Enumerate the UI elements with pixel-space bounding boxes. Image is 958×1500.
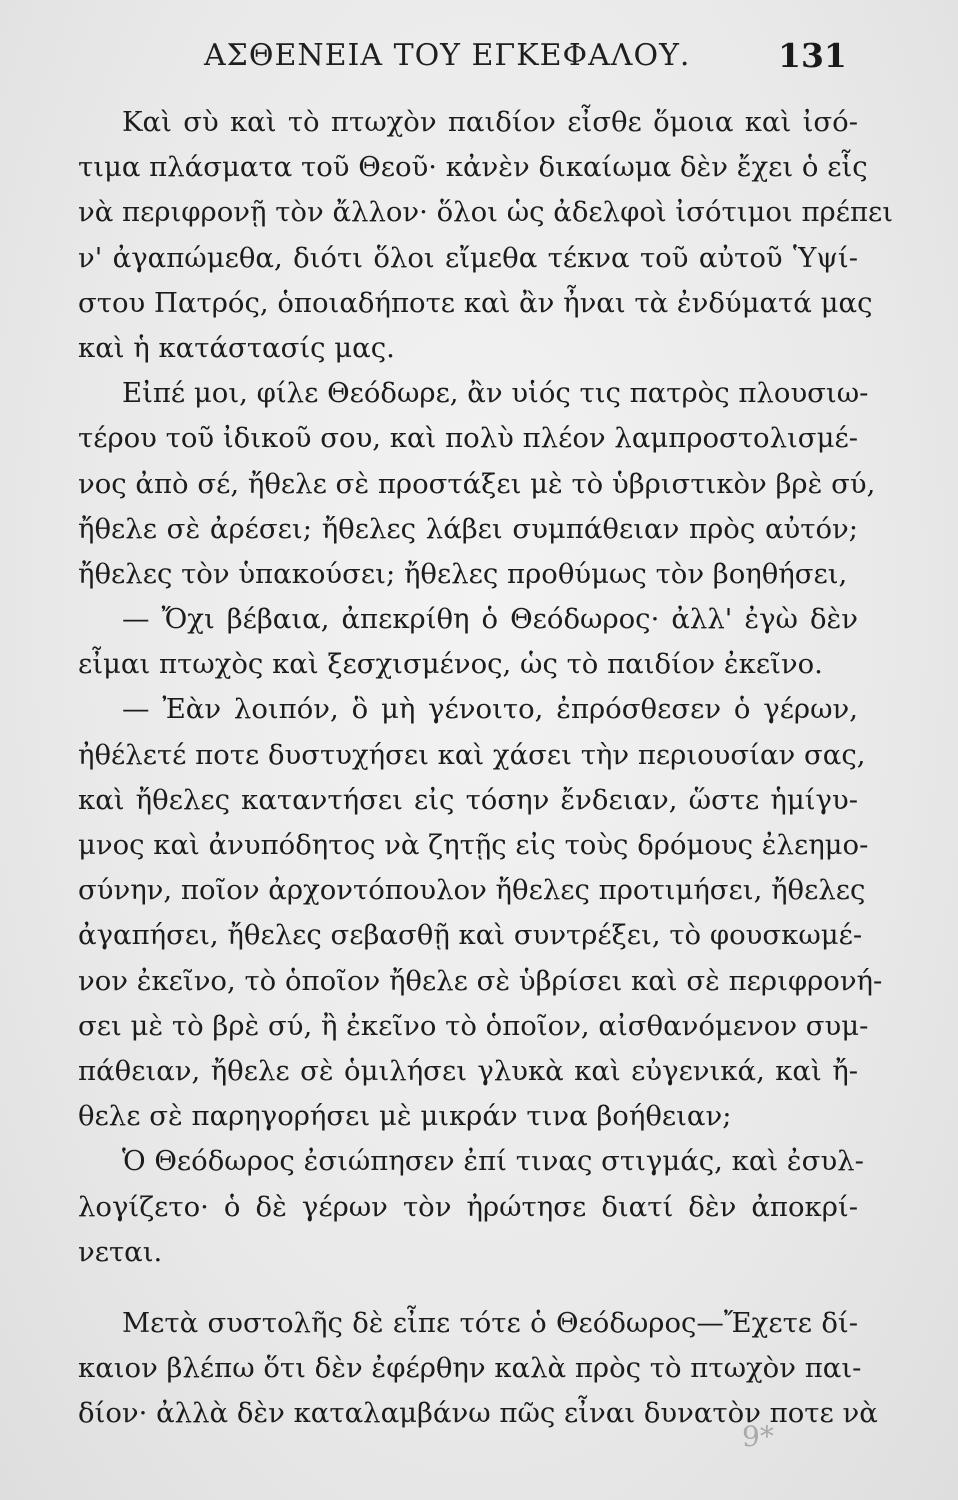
text-line: Εἰπέ μοι, φίλε Θεόδωρε, ἂν υἱός τις πατρὸς πλουσιω- <box>122 377 869 410</box>
text-line: σει μὲ τὸ βρὲ σύ, ἢ ἐκεῖνο τὸ ὁποῖον, αἰσθανόμενον συμ- <box>78 1009 869 1042</box>
text-line: ἤθελες τὸν ὑπακούσει; ἤθελες προθύμως τὸν βοηθήσει, <box>78 557 848 590</box>
text-line: Μετὰ συστολῆς δὲ εἶπε τότε ὁ Θεόδωρος—Ἔχετε δί- <box>122 1306 858 1339</box>
text-line: τιμα πλάσματα τοῦ Θεοῦ· κἀνὲν δικαίωμα δὲν ἔχει ὁ εἷς <box>78 151 868 184</box>
text-line: μνος καὶ ἀνυπόδητος νὰ ζητῇς εἰς τοὺς δρόμους ἐλεημο- <box>78 829 869 861</box>
text-line: θελε σὲ παρηγορήσει μὲ μικράν τινα βοήθειαν; <box>78 1100 732 1133</box>
text-line: ἤθελε σὲ ἀρέσει; ἤθελες λάβει συμπάθειαν πρὸς αὐτόν; <box>78 512 858 545</box>
text-line: καὶ ἤθελες καταντήσει εἰς τόσην ἔνδειαν, ὥστε ἡμίγυ- <box>78 783 858 816</box>
text-line: νὰ περιφρονῇ τὸν ἄλλον· ὅλοι ὡς ἀδελφοὶ ἰσότιμοι πρέπει <box>78 196 894 229</box>
text-line: ν' ἀγαπώμεθα, διότι ὅλοι εἴμεθα τέκνα τοῦ αὐτοῦ Ὑψί- <box>78 241 858 274</box>
text-line: Καὶ σὺ καὶ τὸ πτωχὸν παιδίον εἶσθε ὅμοια καὶ ἰσό- <box>122 106 858 138</box>
text-line: — Ὄχι βέβαια, ἀπεκρίθη ὁ Θεόδωρος· ἀλλ' ἐγὼ δὲν <box>122 603 858 636</box>
text-line: δίον· ἀλλὰ δὲν καταλαμβάνω πῶς εἶναι δυνατὸν ποτε νὰ <box>78 1397 878 1430</box>
page-number: 131 <box>778 36 847 75</box>
text-line: ἠθέλετέ ποτε δυστυχήσει καὶ χάσει τὴν περιουσίαν σας, <box>78 738 866 771</box>
text-line: λογίζετο· ὁ δὲ γέρων τὸν ἠρώτησε διατί δὲν ἀποκρί- <box>78 1190 858 1223</box>
text-line: ἀγαπήσει, ἤθελες σεβασθῇ καὶ συντρέξει, τὸ φουσκωμέ- <box>78 919 863 952</box>
body-text <box>78 100 894 1436</box>
text-line: καὶ ἡ κατάστασίς μας. <box>78 331 395 364</box>
text-line: εἶμαι πτωχὸς καὶ ξεσχισμένος, ὡς τὸ παιδίον ἐκεῖνο. <box>78 648 823 681</box>
text-line: καιον βλέπω ὅτι δὲν ἐφέρθην καλὰ πρὸς τὸ πτωχὸν παι- <box>78 1352 862 1385</box>
text-line: στου Πατρός, ὁποιαδήποτε καὶ ἂν ἦναι τὰ ἐνδύματά μας <box>78 286 873 319</box>
page-header <box>0 30 958 90</box>
text-line: σύνην, ποῖον ἀρχοντόπουλον ἤθελες προτιμήσει, ἤθελες <box>78 874 866 907</box>
text-line: τέρου τοῦ ἰδικοῦ σου, καὶ πολὺ πλέον λαμπροστολισμέ- <box>78 422 858 455</box>
signature-mark: 9* <box>742 1420 774 1453</box>
text-line: Ὁ Θεόδωρος ἐσιώπησεν ἐπί τινας στιγμάς, καὶ ἐσυλ- <box>122 1145 864 1178</box>
running-head: ΑΣΘΕΝΕΙΑ ΤΟΥ ΕΓΚΕΦΑΛΟΥ. <box>204 38 691 73</box>
text-line: — Ἐὰν λοιπόν, ὃ μὴ γένοιτο, ἐπρόσθεσεν ὁ γέρων, <box>122 693 858 726</box>
text-line: νον ἐκεῖνο, τὸ ὁποῖον ἤθελε σὲ ὑβρίσει καὶ σὲ περιφρονή- <box>78 964 883 997</box>
text-line: νεται. <box>78 1235 163 1268</box>
text-line: πάθειαν, ἤθελε σὲ ὁμιλήσει γλυκὰ καὶ εὐγενικά, καὶ ἤ- <box>78 1054 858 1087</box>
text-line: νος ἀπὸ σέ, ἤθελε σὲ προστάξει μὲ τὸ ὑβριστικὸν βρὲ σύ, <box>78 467 876 500</box>
